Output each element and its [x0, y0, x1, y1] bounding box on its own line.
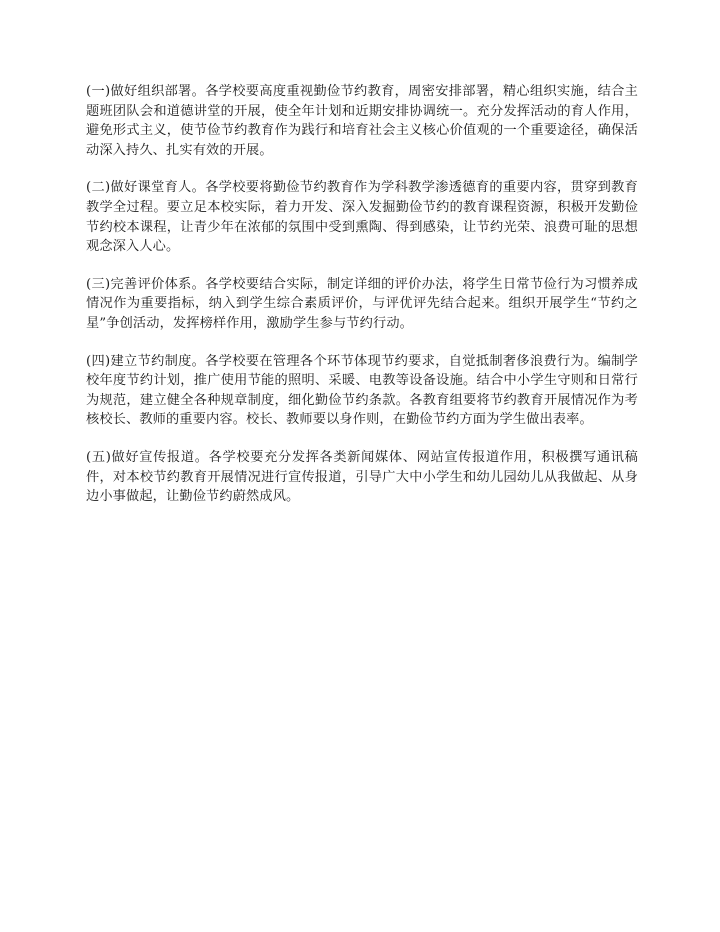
document-body — [86, 82, 638, 525]
paragraph-evaluation: (三)完善评价体系。各学校要结合实际，制定详细的评价办法，将学生日常节俭行为习惯养成情况作为重要指标，纳入到学生综合素质评价，与评优评先结合起来。组织开展学生“节约之星”争创活动，发挥榜样作用，激励学生参与节约行动。 — [86, 276, 638, 331]
paragraph-organization: (一)做好组织部署。各学校要高度重视勤俭节约教育，周密安排部署，精心组织实施，结合主题班团队会和道德讲堂的开展，使全年计划和近期安排协调统一。充分发挥活动的育人作用，避免形式主义，使节俭节约教育作为践行和培育社会主义核心价值观的一个重要途径，确保活动深入持久、扎实有效的开展。 — [86, 84, 638, 158]
paragraph-classroom: (二)做好课堂育人。各学校要将勤俭节约教育作为学科教学渗透德育的重要内容，贯穿到教育教学全过程。要立足本校实际，着力开发、深入发掘勤俭节约的教育课程资源，积极开发勤俭节约校本课程，让青少年在浓郁的氛围中受到熏陶、得到感染，让节约光荣、浪费可耻的思想观念深入人心。 — [86, 180, 638, 255]
paragraph-system: (四)建立节约制度。各学校要在管理各个环节体现节约要求，自觉抵制奢侈浪费行为。编制学校年度节约计划，推广使用节能的照明、采暖、电教等设备设施。结合中小学生守则和日常行为规范，建立健全各种规章制度，细化勤俭节约条款。各教育组要将节约教育开展情况作为考核校长、教师的重要内容。校长、教师要以身作则，在勤俭节约方面为学生做出表率。 — [86, 353, 638, 428]
paragraph-publicity: (五)做好宣传报道。各学校要充分发挥各类新闻媒体、网站宣传报道作用，积极撰写通讯稿件，对本校节约教育开展情况进行宣传报道，引导广大中小学生和幼儿园幼儿从我做起、从身边小事做起，让勤俭节约蔚然成风。 — [86, 449, 638, 505]
